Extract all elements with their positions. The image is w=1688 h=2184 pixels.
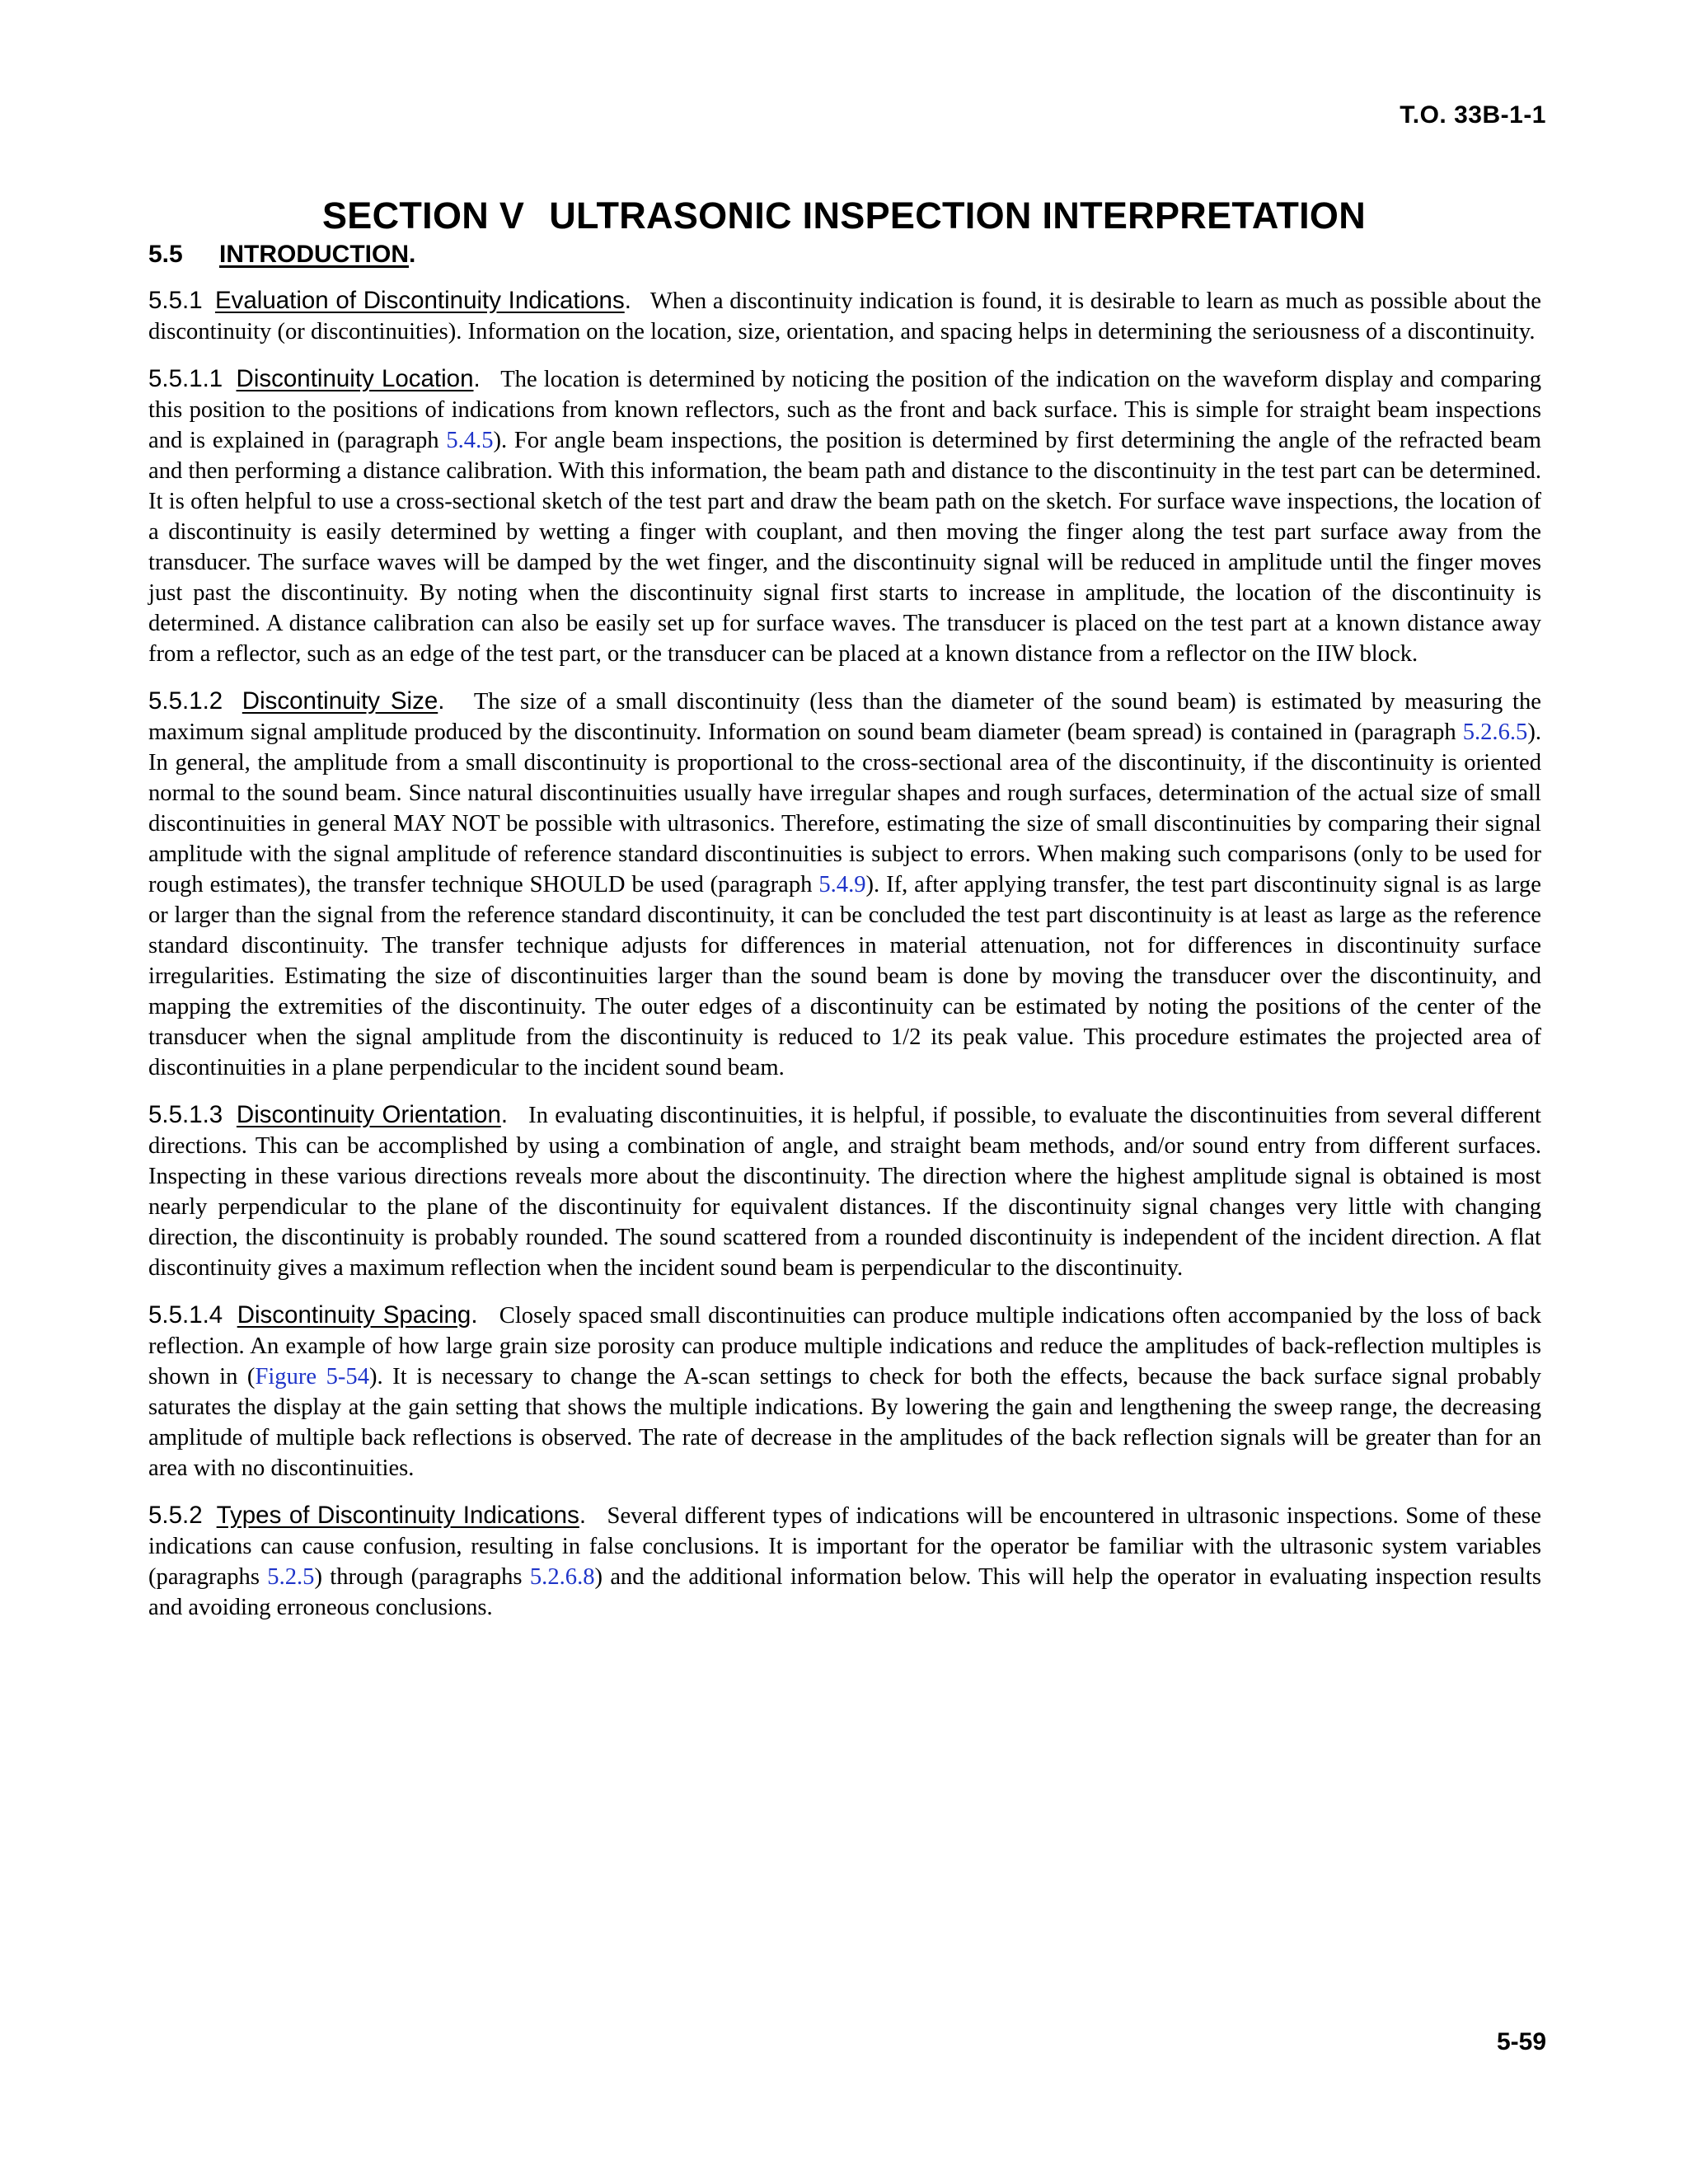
section-label: SECTION V [321,194,525,237]
document-id-header: T.O. 33B-1-1 [1400,101,1546,129]
paragraph-number: 5.5.1 [148,287,203,314]
heading-number: 5.5 [148,241,183,268]
paragraph-title: Discontinuity Spacing [237,1301,471,1329]
paragraph-5-5-2: 5.5.2 Types of Discontinuity Indications. Several different types of indications will be encountered in ultrasonic inspections. Some of these indications can cause confusion, resulting in false conclusions. It is important for the operator be familiar with the ultrasonic system variables (paragraphs 5.2.5) through (paragraphs 5.2.6.8) and the additional information below. This will help the operator in evaluating inspection results and avoiding erroneous conclusions. [148,1502,1542,1620]
paragraph-text: ). For angle beam inspections, the position is determined by first determining the angle of the refracted beam and then performing a distance calibration. With this information, the beam path and distance to the discontinuity in the test part can be determined. It is often helpful to use a cross-sectional sketch of the test part and draw the beam path on the sketch. For surface wave inspections, the location of a discontinuity is easily determined by wetting a finger with couplant, and then moving the finger along the test part surface away from the transducer. The surface waves will be damped by the wet finger, and the discontinuity signal will be reduced in amplitude until the finger moves just past the discontinuity. By noting when the discontinuity signal first starts to increase in amplitude, the location of the discontinuity is determined. A distance calibration can also be easily set up for surface waves. The transducer is placed on the test part at a known distance away from a reflector, such as an edge of the test part, or the transducer can be placed at a known distance from a reflector on the IIW block. [148,428,1541,667]
paragraph-text: ) and the additional information below. This will help the operator in evaluating inspection results and avoiding erroneous conclusions. [148,1564,1542,1620]
paragraph-number: 5.5.1.1 [148,365,223,392]
paragraph-text: ). It is necessary to change the A-scan settings to check for both the effects, because the back surface signal probably saturates the display at the gain setting that shows the multiple indications. By lowering the gain and lengthening the sweep range, the decreasing amplitude of multiple back reflections is observed. The rate of decrease in the amplitudes of the back reflection signals will be greater than for an area with no discontinuities. [148,1364,1541,1481]
paragraph-title: Discontinuity Orientation [236,1101,501,1128]
paragraph-text: ) through (paragraphs [314,1564,530,1590]
paragraph-text: ). In general, the amplitude from a small discontinuity is proportional to the cross-sectional area of the discontinuity, if the discontinuity is oriented normal to the sound beam. Since natural discontinuities usually have irregular shapes and rough surfaces, determination of the actual size of small discontinuities in general MAY NOT be possible with ultrasonics. Therefore, estimating the size of small discontinuities by comparing their signal amplitude with the signal amplitude of reference standard discontinuities is subject to errors. When making such comparisons (only to be used for rough estimates), the transfer technique SHOULD be used (paragraph [148,719,1541,898]
paragraph-number: 5.5.2 [148,1502,203,1529]
paragraph-5-5-1-3: 5.5.1.3 Discontinuity Orientation. In evaluating discontinuities, it is helpful, if possible, to evaluate the discontinuities from several different directions. This can be accomplished by using a combination of angle, and straight beam methods, and/or sound entry from different surfaces. Inspecting in these various directions reveals more about the discontinuity. The direction where the highest amplitude signal is obtained is most nearly perpendicular to the plane of the discontinuity for equivalent distances. If the discontinuity signal changes very little with changing direction, the discontinuity is probably rounded. The sound scattered from a rounded discontinuity is independent of the incident direction. A flat discontinuity gives a maximum reflection when the incident sound beam is perpendicular to the discontinuity. [148,1101,1541,1281]
paragraph-link-5-4-5[interactable]: 5.4.5 [446,428,494,453]
introduction-heading [148,241,1541,269]
paragraph-number: 5.5.1.4 [148,1301,223,1329]
paragraph-number: 5.5.1.2 [148,687,223,715]
paragraph-text: Several different types of indications will be encountered in ultrasonic inspections. Some of these indications can cause confusion, resulting in false conclusions. It is important for the operator be familiar with the ultrasonic system variables (paragraphs [148,1503,1541,1590]
paragraph-text: In evaluating discontinuities, it is helpful, if possible, to evaluate the discontinuities from several different directions. This can be accomplished by using a combination of angle, and straight beam methods, and/or sound entry from different surfaces. Inspecting in these various directions reveals more about the discontinuity. The direction where the highest amplitude signal is obtained is most nearly perpendicular to the plane of the discontinuity for equivalent distances. If the discontinuity signal changes very little with changing direction, the discontinuity is probably rounded. The sound scattered from a rounded discontinuity is independent of the incident direction. A flat discontinuity gives a maximum reflection when the incident sound beam is perpendicular to the discontinuity. [148,1103,1541,1281]
paragraph-link-5-4-9[interactable]: 5.4.9 [818,872,866,898]
page-number: 5-59 [1496,2028,1546,2055]
paragraph-title: Discontinuity Location [236,365,474,392]
paragraph-title: Discontinuity Size [241,687,438,715]
paragraph-text: Closely spaced small discontinuities can produce multiple indications often accompanied by the loss of back reflection. An example of how large grain size porosity can produce multiple indications and reduce the amplitudes of back-reflection multiples is shown in ( [148,1303,1542,1390]
paragraph-5-5-1-4: 5.5.1.4 Discontinuity Spacing. Closely spaced small discontinuities can produce multiple indications often accompanied by the loss of back reflection. An example of how large grain size porosity can produce multiple indications and reduce the amplitudes of back-reflection multiples is shown in (Figure 5-54). It is necessary to change the A-scan settings to check for both the effects, because the back surface signal probably saturates the display at the gain setting that shows the multiple indications. By lowering the gain and lengthening the sweep range, the decreasing amplitude of multiple back reflections is observed. The rate of decrease in the amplitudes of the back reflection signals will be greater than for an area with no discontinuities. [148,1301,1542,1481]
paragraph-link-5-2-6-8[interactable]: 5.2.6.8 [529,1564,595,1590]
paragraph-5-5-1: 5.5.1 Evaluation of Discontinuity Indications. When a discontinuity indication is found, it is desirable to learn as much as possible about the discontinuity (or discontinuities). Information on the location, size, orientation, and spacing helps in determining the seriousness of a discontinuity. [148,287,1541,344]
paragraph-5-5-1-1: 5.5.1.1 Discontinuity Location. The location is determined by noticing the position of the indication on the waveform display and comparing this position to the positions of indications from known reflectors, such as the front and back surface. This is simple for straight beam inspections and is explained in (paragraph 5.4.5). For angle beam inspections, the position is determined by first determining the angle of the refracted beam and then performing a distance calibration. With this information, the beam path and distance to the discontinuity in the test part can be determined. It is often helpful to use a cross-sectional sketch of the test part and draw the beam path on the sketch. For surface wave inspections, the location of a discontinuity is easily determined by wetting a finger with couplant, and then moving the finger along the test part surface away from the transducer. The surface waves will be damped by the wet finger, and the discontinuity signal will be reduced in amplitude until the finger moves just past the discontinuity. By noting when the discontinuity signal first starts to increase in amplitude, the location of the discontinuity is determined. A distance calibration can also be easily set up for surface waves. The transducer is placed on the test part at a known distance away from a reflector, such as an edge of the test part, or the transducer can be placed at a known distance from a reflector on the IIW block. [148,365,1541,667]
paragraph-link-figure-5-54[interactable]: Figure 5-54 [255,1364,370,1390]
paragraph-link-5-2-6-5[interactable]: 5.2.6.5 [1462,719,1528,745]
paragraph-text: When a discontinuity indication is found, it is desirable to learn as much as possible about the discontinuity (or discontinuities). Information on the location, size, orientation, and spacing helps in determining the seriousness of a discontinuity. [148,288,1541,344]
paragraph-link-5-2-5[interactable]: 5.2.5 [267,1564,315,1590]
document-body [148,241,1541,1639]
paragraph-5-5-1-2: 5.5.1.2 Discontinuity Size. The size of a small discontinuity (less than the diameter of the sound beam) is estimated by measuring the maximum signal amplitude produced by the discontinuity. Information on sound beam diameter (beam spread) is contained in (paragraph 5.2.6.5). In general, the amplitude from a small discontinuity is proportional to the cross-sectional area of the discontinuity, if the discontinuity is oriented normal to the sound beam. Since natural discontinuities usually have irregular shapes and rough surfaces, determination of the actual size of small discontinuities in general MAY NOT be possible with ultrasonics. Therefore, estimating the size of small discontinuities by comparing their signal amplitude with the signal amplitude of reference standard discontinuities is subject to errors. When making such comparisons (only to be used for rough estimates), the transfer technique SHOULD be used (paragraph 5.4.9). If, after applying transfer, the test part discontinuity signal is as large or larger than the signal from the reference standard discontinuity, it can be concluded the test part discontinuity is at least as large as the reference standard discontinuity. The transfer technique adjusts for differences in material attenuation, not for differences in discontinuity surface irregularities. Estimating the size of discontinuities larger than the sound beam is done by moving the transducer over the discontinuity, and mapping the extremities of the discontinuity. The outer edges of a discontinuity can be estimated by noting the positions of the center of the transducer when the signal amplitude from the discontinuity is reduced to 1/2 its peak value. This procedure estimates the projected area of discontinuities in a plane perpendicular to the incident sound beam. [148,687,1541,1080]
section-title [0,194,1688,237]
paragraph-text: The location is determined by noticing the position of the indication on the waveform display and comparing this position to the positions of indications from known reflectors, such as the front and back surface. This is simple for straight beam inspections and is explained in (paragraph [148,367,1541,453]
heading-trail: . [408,241,416,268]
heading-title: INTRODUCTION [219,241,409,268]
paragraph-number: 5.5.1.3 [148,1101,223,1128]
paragraph-text: The size of a small discontinuity (less than the diameter of the sound beam) is estimated by measuring the maximum signal amplitude produced by the discontinuity. Information on sound beam diameter (beam spread) is contained in (paragraph [148,689,1541,745]
paragraph-title: Types of Discontinuity Indications [216,1502,579,1529]
paragraph-text: ). If, after applying transfer, the test part discontinuity signal is as large or larger than the signal from the reference standard discontinuity, it can be concluded the test part discontinuity is at least as large as the reference standard discontinuity. The transfer technique adjusts for differences in material attenuation, not for differences in discontinuity surface irregularities. Estimating the size of discontinuities larger than the sound beam is done by moving the transducer over the discontinuity, and mapping the extremities of the discontinuity. The outer edges of a discontinuity can be estimated by noting the positions of the center of the transducer when the signal amplitude from the discontinuity is reduced to 1/2 its peak value. This procedure estimates the projected area of discontinuities in a plane perpendicular to the incident sound beam. [148,872,1541,1080]
paragraph-title: Evaluation of Discontinuity Indications [214,287,625,314]
section-heading: ULTRASONIC INSPECTION INTERPRETATION [549,194,1367,237]
